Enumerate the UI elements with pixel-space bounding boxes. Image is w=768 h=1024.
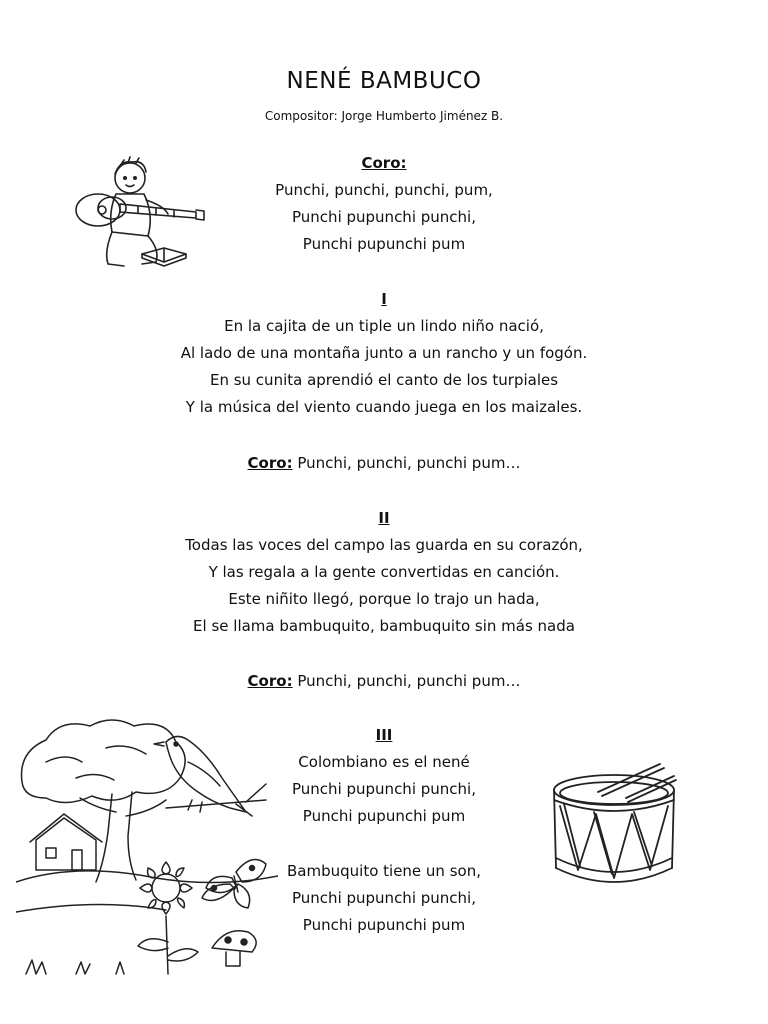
coro-repeat-2	[0, 671, 768, 691]
verse-3-line-4: Bambuquito tiene un son,	[287, 862, 481, 880]
verse-1-line-3: En su cunita aprendió el canto de los turpiales	[209, 371, 559, 389]
verse-1-line-2: Al lado de una montaña junto a un rancho y un fogón.	[180, 344, 588, 362]
song-title: NENÉ BAMBUCO	[286, 68, 482, 94]
verse-2-line-2: Y las regala a la gente convertidas en canción.	[208, 563, 560, 581]
verse-2-line-1: Todas las voces del campo las guarda en su corazón,	[185, 536, 583, 554]
verse-1-line-4: Y la música del viento cuando juega en los maizales.	[185, 398, 583, 416]
coro-repeat-1-text: Punchi, punchi, punchi pum…	[292, 454, 521, 472]
landscape-bird-icon	[16, 712, 278, 984]
verse-1-heading: I	[381, 290, 387, 308]
coro-heading: Coro:	[361, 154, 407, 172]
coro-repeat-1	[0, 453, 768, 473]
coro-line-1: Punchi, punchi, punchi, pum,	[275, 181, 493, 199]
verse-3-heading: III	[375, 726, 393, 744]
verse-3-line-2: Punchi pupunchi punchi,	[292, 780, 476, 798]
coro-line-3: Punchi pupunchi pum	[302, 235, 466, 253]
coro-repeat-2-label: Coro:	[247, 672, 293, 690]
verse-3-line-6: Punchi pupunchi pum	[302, 916, 466, 934]
coro-repeat-2-text: Punchi, punchi, punchi pum…	[292, 672, 521, 690]
verse-2-heading: II	[378, 509, 390, 527]
composer-credit: Compositor: Jorge Humberto Jiménez B.	[264, 109, 504, 123]
verse-2-line-4: El se llama bambuquito, bambuquito sin más nada	[193, 617, 575, 635]
coro-line-2: Punchi pupunchi punchi,	[292, 208, 476, 226]
child-guitar-icon	[68, 152, 208, 284]
verse-2-line-3: Este niñito llegó, porque lo trajo un hada,	[228, 590, 540, 608]
verse-3-line-5: Punchi pupunchi punchi,	[292, 889, 476, 907]
verse-3-line-3: Punchi pupunchi pum	[302, 807, 466, 825]
coro-repeat-1-label: Coro:	[247, 454, 293, 472]
drum-icon	[550, 758, 680, 892]
verse-1-line-1: En la cajita de un tiple un lindo niño nació,	[224, 317, 544, 335]
verse-3-line-1: Colombiano es el nené	[298, 753, 470, 771]
